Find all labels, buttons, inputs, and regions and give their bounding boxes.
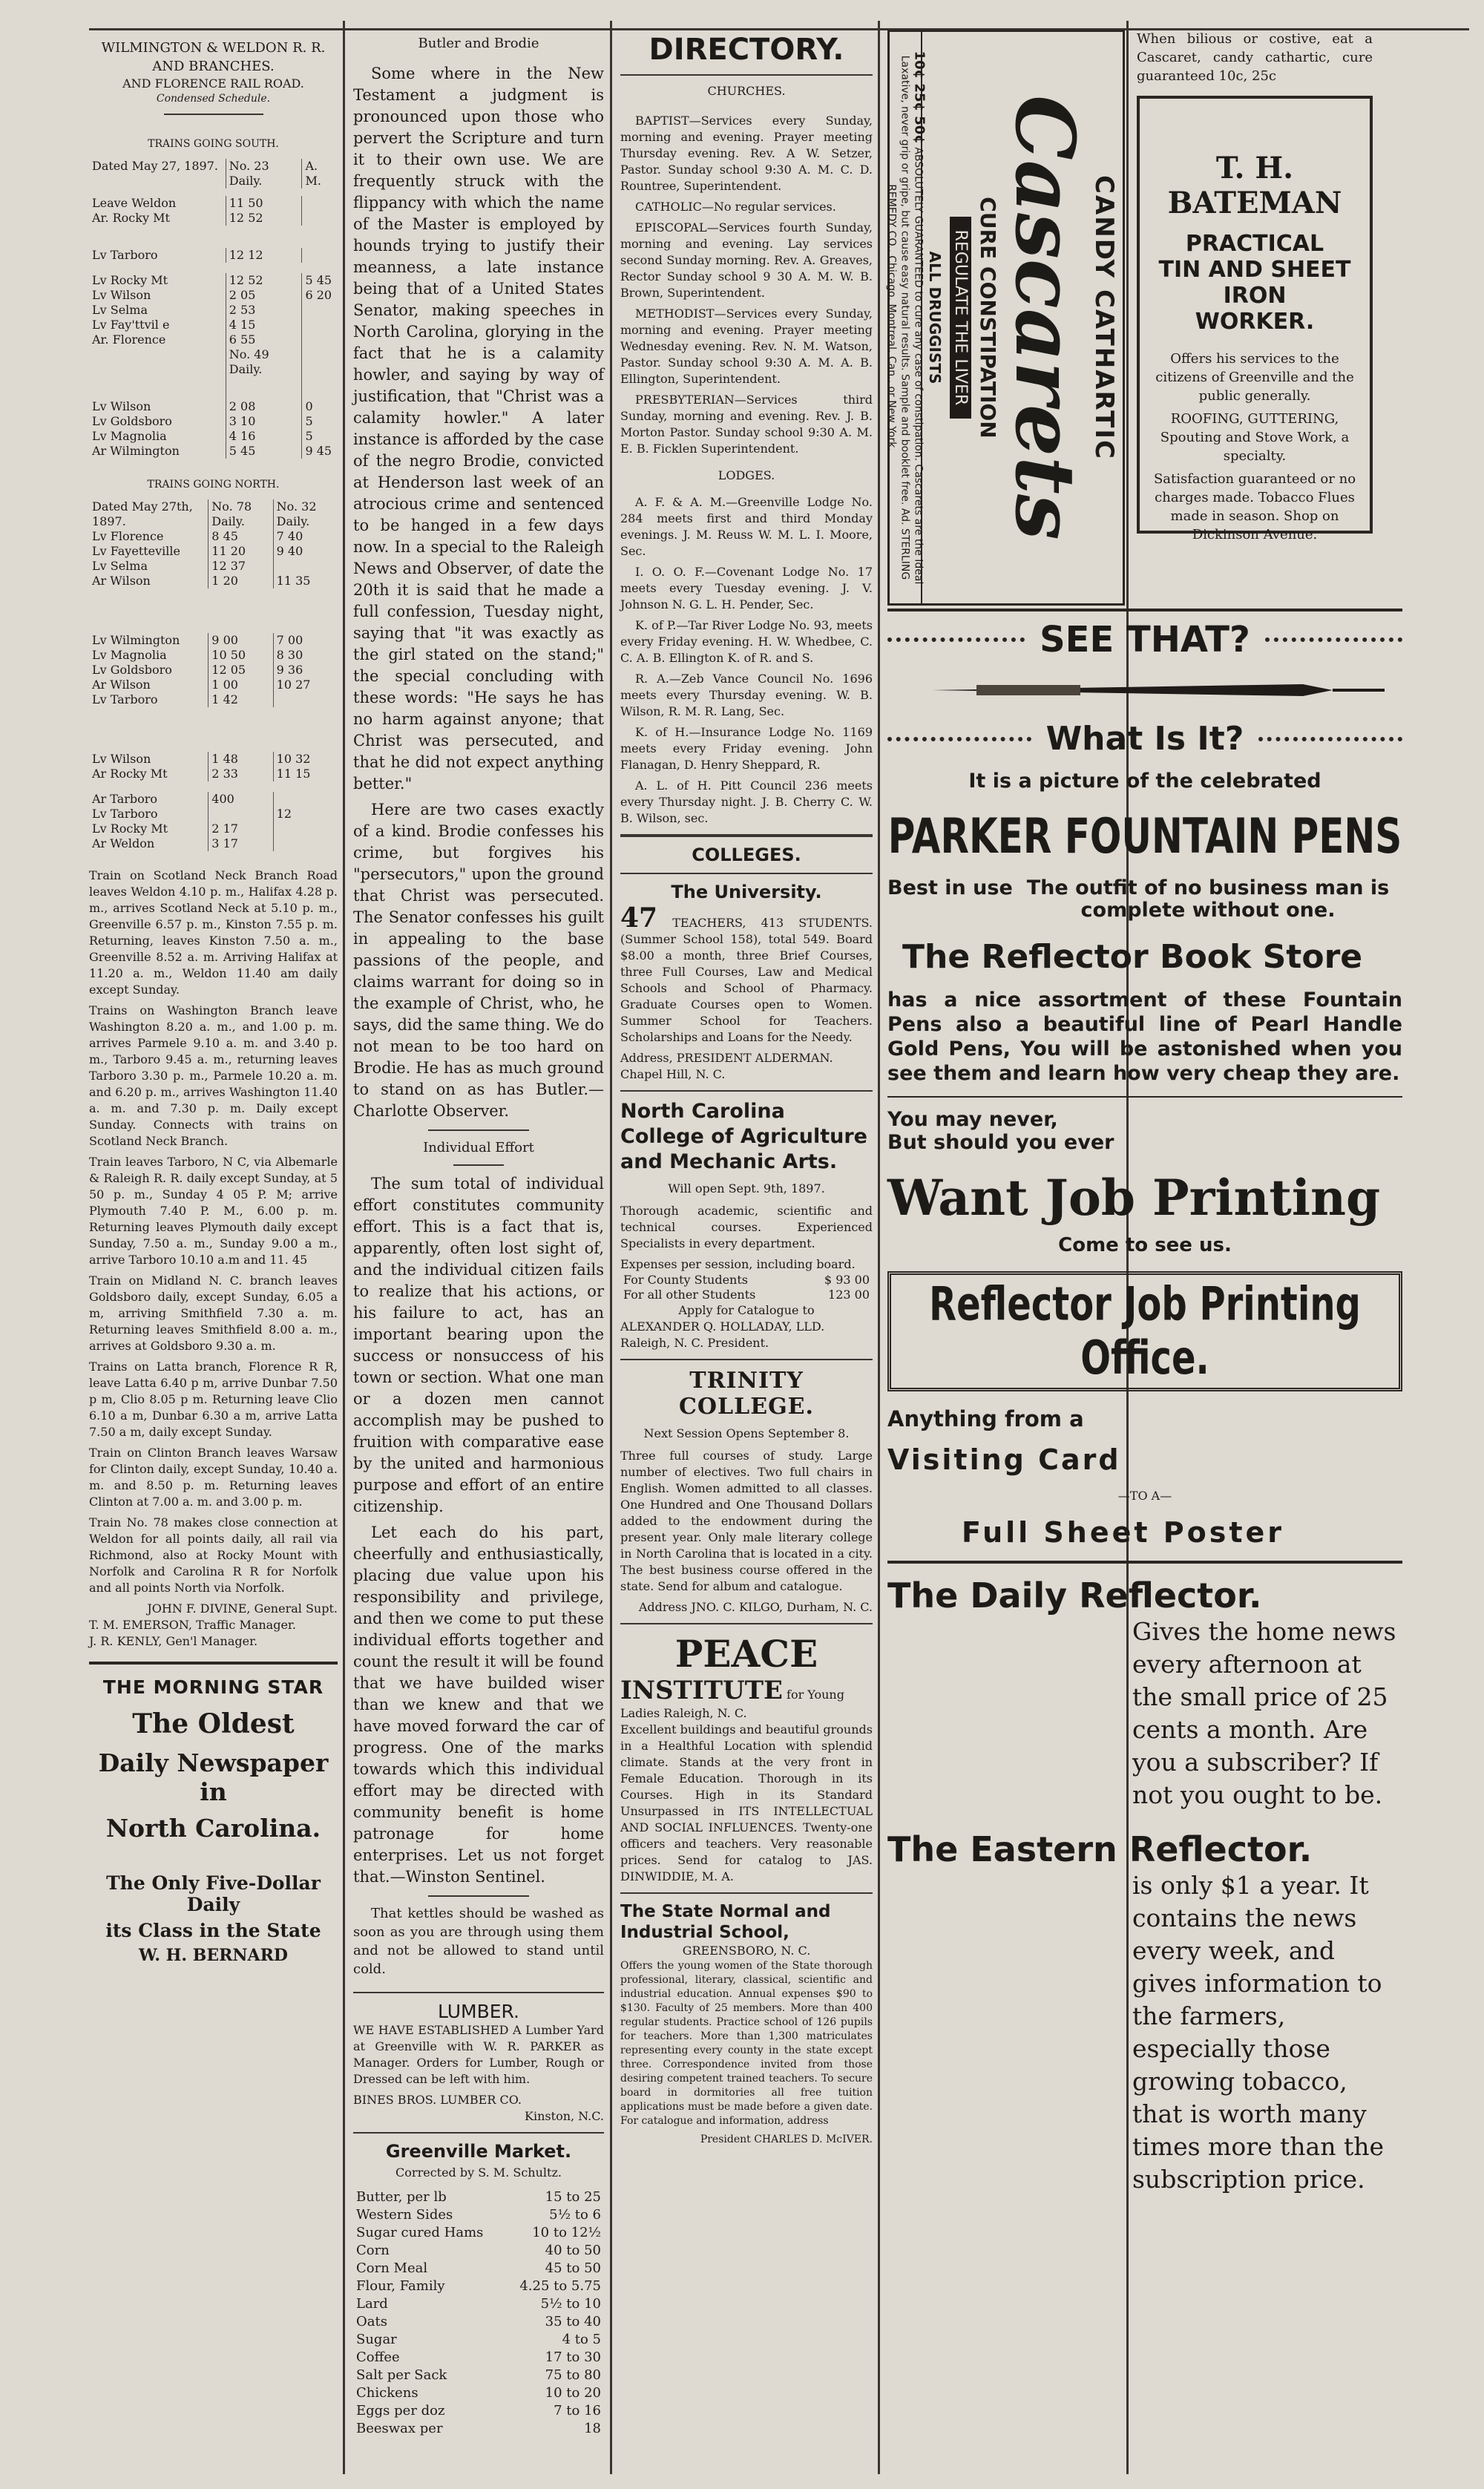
normal-school-signature: President CHARLES D. McIVER. xyxy=(700,2134,873,2145)
table-row: Ar. Rocky Mt 12 52 xyxy=(89,211,338,226)
table-row: Lv Wilmington 9 00 7 00 xyxy=(89,633,338,648)
market-price: 5½ to 6 xyxy=(549,2207,601,2223)
bateman-text: ROOFING, GUTTERING, Spouting and Stove Work, a specialty. xyxy=(1160,411,1350,464)
table-row: Lv Tarboro 12 xyxy=(89,807,338,822)
normal-school-heading: The State Normal and Industrial School, xyxy=(620,1902,831,1942)
market-item: Chickens xyxy=(356,2385,418,2401)
bateman-ad xyxy=(1137,96,1373,542)
trinity-signature: Address JNO. C. KILGO, Durham, N. C. xyxy=(638,1600,873,1614)
section-heading: TRAINS GOING NORTH. xyxy=(147,479,280,491)
daily-reflector-title: The Daily Reflector. xyxy=(887,1575,1262,1616)
morning-star-title: THE MORNING STAR xyxy=(102,1676,324,1698)
peace-heading: PEACE xyxy=(674,1632,818,1676)
table-row xyxy=(353,2402,604,2420)
table-row: Lv Rocky Mt 12 52 5 45 xyxy=(89,273,338,288)
market-item: Eggs per doz xyxy=(356,2403,445,2419)
ornament-bar xyxy=(887,737,1031,741)
table-row: Lv Wilson 2 08 0 xyxy=(89,399,338,414)
eastern-reflector-title: The Eastern Reflector. xyxy=(887,1829,1313,1869)
column-rule xyxy=(878,21,880,2474)
market-price: 10 to 20 xyxy=(545,2385,601,2401)
train-note: Trains on Latta branch, Florence R R, leave Latta 6.40 p m, arrive Dunbar 7.50 p m, Clio 8.05 p m. Returning leave Clio 6.10 a m, Dunbar 6.30 a m, arrive Latta 7.50 a m, daily except Sunday. xyxy=(89,1360,338,1439)
bateman-text: Satisfaction guaranteed or no charges made. Tobacco Flues made in season. Shop on Dickinson Avenue. xyxy=(1153,471,1356,542)
table-row xyxy=(353,2206,604,2224)
divider xyxy=(428,1129,528,1131)
table-row xyxy=(353,2242,604,2260)
market-item: Coffee xyxy=(356,2349,400,2365)
lodges-list xyxy=(620,494,873,827)
column-rule xyxy=(343,21,345,2474)
ornament-bar xyxy=(887,637,1025,642)
cascarets-price: 10¢ 25¢ 50¢ xyxy=(911,50,928,144)
university-text: TEACHERS, 413 STUDENTS. (Summer School 158), total 549. Board $8.00 a month, three Brief Courses, three Full Courses, Law and Medical Schools and School of Pharmacy. Graduate Courses open to Women. Summer School for Teachers. Scholarships and Loans for the Needy. xyxy=(620,916,873,1044)
colleges-heading: COLLEGES. xyxy=(692,845,801,865)
morning-star-line: The Oldest xyxy=(132,1708,295,1739)
timetable-dated: Dated May 27th, 1897. xyxy=(92,499,193,528)
table-row xyxy=(353,2260,604,2278)
lodge-entry: A. L. of H. Pitt Council 236 meets every Thursday night. J. B. Cherry C. W. B. Wilson, sec. xyxy=(620,778,873,825)
church-entry: PRESBYTERIAN—Services third Sunday, morning and evening. Rev. J. B. Morton Pastor. Sunday school 9:30 A. M. E. B. Ficklen Superintendent. xyxy=(620,393,873,456)
article-paragraph: Some where in the New Testament a judgment is pronounced upon those who pervert the Scripture and turn it to their own use. We are frequently struck with the flippancy with which the name of the Master is employed by hounds trying to justify their meanness, a late instance being that of a United States Senator, making speeches in North Carolina, glorying in the fact that he is a calamity howler, and saying by way of justification, that "Christ was a calamity howler." A later instance is afforded by the case of the negro Brodie, convicted at Henderson last week of an atrocious crime and sentenced to be hanged in a few days now. In a special to the Raleigh News and Observer, of date the 20th it is said that he made a full confession, Tuesday night, saying that "it was exactly as the girl stated on the stand;" the special concluding with these words: "He says he has no harm against anyone; that Christ was persecuted, and that he did not expect anything better." xyxy=(353,65,604,793)
train-note: Train on Scotland Neck Branch Road leaves Weldon 4.10 p. m., Halifax 4.28 p. m., arrives Scotland Neck at 5.10 p. m., Greenville 6.57 p. m., Kinston 7.55 p. m. Returning, leaves Kinston 7.50 a. m., Greenville 8.52 a. m. Arriving Halifax at 11.20 a. m., Weldon 11.40 am daily except Sunday. xyxy=(89,868,338,997)
section-heading: TRAINS GOING SOUTH. xyxy=(148,138,279,150)
cascarets-tagline: CURE CONSTIPATION xyxy=(976,197,1000,439)
timetable-column-head: No. 49 Daily. xyxy=(226,347,302,399)
lodge-entry: I. O. O. F.—Covenant Lodge No. 17 meets every Tuesday evening. J. V. Johnson N. G. L. H. Pender, Sec. xyxy=(620,565,873,611)
morning-star-line: The Only Five-Dollar Daily xyxy=(106,1872,321,1915)
morning-star-line: its Class in the State xyxy=(105,1920,321,1941)
section-heading: LODGES. xyxy=(718,468,775,482)
ag-college-text: Thorough academic, scientific and technical courses. Experienced Specialists in every department. xyxy=(620,1204,873,1250)
train-note: Train on Clinton Branch leaves Warsaw for Clinton daily, except Sunday, 10.40 a. m. and 8.50 p. m. Returning leaves Clinton at 7.00 a. m. and 3.00 p. m. xyxy=(89,1446,338,1509)
lodge-entry: R. A.—Zeb Vance Council No. 1696 meets every Thursday evening. W. B. Wilson, R. M. R. Lang, Sec. xyxy=(620,672,873,718)
lumber-title: LUMBER. xyxy=(438,2001,519,2022)
table-row: Lv Fay'ttvil e 4 15 xyxy=(89,318,338,332)
visiting-card: Visiting Card xyxy=(887,1443,1121,1476)
timetable-column-head: A. M. xyxy=(302,159,338,188)
timetable-north xyxy=(89,499,338,851)
ag-college-signature: ALEXANDER Q. HOLLADAY, LLD. Raleigh, N. C. President. xyxy=(620,1319,825,1350)
table-row: Lv Wilson 2 05 6 20 xyxy=(89,288,338,303)
railroad-subtitle: Condensed Schedule. xyxy=(156,93,271,105)
lumber-text: WE HAVE ESTABLISHED A Lumber Yard at Greenville with W. R. PARKER as Manager. Orders for Lumber, Rough or Dressed can be left with him. xyxy=(353,2023,604,2086)
ag-college-heading: North Carolina College of Agriculture and Mechanic Arts. xyxy=(620,1100,867,1173)
market-item: Corn xyxy=(356,2243,390,2258)
article-paragraph: Let each do his part, cheerfully and enthusiastically, placing due value upon his responsibility and privilege, and then we come to put these individual efforts together and count the result it will be found that we have builded wiser than we knew and that we have moved forward the car of progress. One of the marks towards which this individual effort may be directed with community benefit is home patronage for home enterprises. Let us not forget that.—Winston Sentinel. xyxy=(353,1524,604,1886)
church-entry: METHODIST—Services every Sunday, morning and evening. Prayer meeting Wednesday evening. Rev. N. M. Watson, Pastor. Sunday school 9:30 A. M. A. B. Ellington, Superintendent. xyxy=(620,306,873,386)
bateman-line: WORKER. xyxy=(1195,309,1315,335)
market-item: Sugar xyxy=(356,2332,397,2347)
lodge-entry: A. F. & A. M.—Greenville Lodge No. 284 meets first and third Monday evenings. J. M. Reuss W. M. L. I. Moore, Sec. xyxy=(620,495,873,558)
trinity-text: Three full courses of study. Large number of electives. Two full chairs in English. Women admitted to all classes. One Hundred and One Thousand Dollars added to the endowment during the present year. Only male literary college in North Carolina that is located in a city. The best business course offered in the state. Send for album and catalogue. xyxy=(620,1449,873,1593)
table-row: Lv Magnolia 4 16 5 xyxy=(89,429,338,444)
market-price: 75 to 80 xyxy=(545,2367,601,2383)
divider xyxy=(620,1892,873,1894)
market-item: Butter, per lb xyxy=(356,2189,447,2205)
table-row: Lv Selma 2 53 xyxy=(89,303,338,318)
market-title: Greenville Market. xyxy=(385,2141,572,2162)
market-price: 10 to 12½ xyxy=(532,2225,601,2240)
market-item: Salt per Sack xyxy=(356,2367,447,2383)
divider xyxy=(353,2132,604,2134)
divider xyxy=(620,834,873,837)
railroad-title: AND FLORENCE RAIL ROAD. xyxy=(122,76,304,91)
peace-subheading: INSTITUTE xyxy=(620,1676,783,1705)
table-row: Lv Goldsboro 3 10 5 xyxy=(89,414,338,429)
railroad-column xyxy=(89,0,338,2489)
table-row xyxy=(353,2367,604,2384)
signature: T. M. EMERSON, Traffic Manager. xyxy=(89,1618,296,1632)
ag-college-open: Will open Sept. 9th, 1897. xyxy=(668,1181,825,1196)
table-row: Lv Florence 8 45 7 40 xyxy=(89,529,338,544)
market-price: 4.25 to 5.75 xyxy=(519,2278,601,2294)
railroad-title: AND BRANCHES. xyxy=(152,59,275,74)
divider xyxy=(428,1895,528,1897)
table-row: Ar. Florence 6 55 xyxy=(89,332,338,347)
table-row: Lv Tarboro 12 12 xyxy=(89,248,338,263)
table-row: Ar Rocky Mt 2 33 11 15 xyxy=(89,767,338,781)
peace-text: Excellent buildings and beautiful grounds in a Healthful Location with splendid climate. Stands at the very front in Female Education. Thorough in its Courses. High in its Standard Unsurpassed in ITS INTELLECTUAL AND SOCIAL INFLUENCES. Twenty-one officers and teachers. Very reasonable prices. Send for catalog to JAS. DINWIDDIE, M. A. xyxy=(620,1722,873,1883)
market-item: Western Sides xyxy=(356,2207,453,2223)
what-is-it-heading: What Is It? xyxy=(1045,720,1244,758)
article-title: Individual Effort xyxy=(423,1140,534,1155)
university-figure: 47 xyxy=(620,902,658,934)
but-line: But should you ever xyxy=(887,1131,1114,1154)
market-table xyxy=(353,2188,604,2438)
job-office-title: Reflector Job Printing Office. xyxy=(929,1277,1361,1385)
normal-school-text: Offers the young women of the State thorough professional, literary, classical, scientific and industrial education. Annual expenses $90 to $130. Faculty of 25 members. More than 400 regular students. Practice school of 126 pupils for teachers. More than 1,300 matriculates representing every county in the state except three. Correspondence invited from those desiring competent trained teachers. To secure board in dormitories all free tuition applications must be made before a given date. For catalogue and information, address xyxy=(620,1960,873,2127)
bateman-text: Offers his services to the citizens of Greenville and the public generally. xyxy=(1155,351,1354,404)
train-note: Train leaves Tarboro, N C, via Albemarle & Raleigh R. R. daily except Sunday, at 5 50 p. m., Sunday 4 05 P. M; arrive Plymouth 7.40 P. M., 6.00 p. m. Returning leaves Plymouth daily except Sunday, 7.50 a. m., Sunday 9.00 a m., arrive Tarboro 10.10 a.m and 11. 45 xyxy=(89,1155,338,1267)
market-item: Oats xyxy=(356,2314,387,2329)
article-paragraph: Here are two cases exactly of a kind. Brodie confesses his crime, but forgives his "persecutors," upon the ground that Christ was persecuted. The Senator confesses his guilt in appealing to the base passions of the people, and claims warrant for doing so in the example of Christ, who, he says, did the same thing. We do not mean to be too hard on Brodie. He has as much ground to stand on as has Butler.—Charlotte Observer. xyxy=(353,801,604,1120)
table-row xyxy=(353,2224,604,2242)
train-note: Trains on Washington Branch leave Washington 8.20 a. m., and 1.00 p. m. arrives Parmele 9.10 a. m. and 3.40 p. m., Tarboro 9.45 a. m., returning leaves Tarboro 3.30 p. m., Parmele 10.20 a. m. and 6.20 p. m., arrives Washington 11.40 a. m. and 7.30 p. m. Daily except Sunday. Connects with trains on Scotland Neck Branch. xyxy=(89,1003,338,1148)
bateman-name: T. H. BATEMAN xyxy=(1167,151,1342,220)
table-row xyxy=(353,2331,604,2349)
lumber-place: Kinston, N.C. xyxy=(525,2109,604,2123)
divider xyxy=(620,74,873,76)
table-row xyxy=(353,2188,604,2206)
cascarets-ad xyxy=(887,30,1125,606)
lodge-entry: K. of H.—Insurance Lodge No. 1169 meets every Friday evening. John Flanagan, D. Henry Sheppard, R. xyxy=(620,725,873,772)
reflector-ad xyxy=(887,609,1402,2200)
fountain-pen-icon xyxy=(887,668,1402,712)
cascarets-tagline: CANDY CATHARTIC xyxy=(1089,175,1119,460)
table-row xyxy=(353,2278,604,2295)
table-row xyxy=(353,2313,604,2331)
article-paragraph: That kettles should be washed as soon as you are through using them and not be allowed to stand until cold. xyxy=(353,1906,604,1977)
divider xyxy=(453,1164,504,1166)
cascarets-druggists: ALL DRUGGISTS xyxy=(926,251,944,384)
divider xyxy=(164,114,263,115)
to-a-line: —TO A— xyxy=(1117,1489,1172,1503)
book-store-heading: The Reflector Book Store xyxy=(902,938,1363,976)
table-row: Ar Wilson 1 00 10 27 xyxy=(89,678,338,692)
see-that-heading: SEE THAT? xyxy=(1040,619,1250,660)
trinity-next: Next Session Opens September 8. xyxy=(643,1426,850,1440)
market-price: 5½ to 10 xyxy=(540,2296,601,2312)
divider xyxy=(887,1561,1402,1564)
table-row xyxy=(353,2384,604,2402)
divider xyxy=(89,1662,338,1665)
market-price: 18 xyxy=(584,2421,601,2436)
table-row: For all other Students 123 00 xyxy=(623,1288,870,1302)
cascarets-tagline: REGULATE THE LIVER xyxy=(950,217,971,419)
table-row xyxy=(353,2295,604,2313)
divider xyxy=(620,1090,873,1092)
table-row: Ar Tarboro 400 xyxy=(89,792,338,807)
outfit-line: The outfit of no business man is complete without one. xyxy=(1026,876,1390,922)
bateman-line: PRACTICAL xyxy=(1185,231,1324,257)
directory-column xyxy=(620,0,873,2489)
never-line: You may never, xyxy=(887,1108,1058,1131)
lumber-signature: BINES BROS. LUMBER CO. xyxy=(353,2093,522,2107)
section-heading: CHURCHES. xyxy=(707,84,786,98)
timetable-column-head: No. 78 Daily. xyxy=(209,499,273,529)
market-item: Flour, Family xyxy=(356,2278,445,2294)
table-row: For County Students $ 93 00 xyxy=(623,1273,870,1287)
divider xyxy=(620,1359,873,1360)
divider xyxy=(353,1992,604,1993)
market-price: 35 to 40 xyxy=(545,2314,601,2329)
market-price: 17 to 30 xyxy=(545,2349,601,2365)
table-row: Lv Goldsboro 12 05 9 36 xyxy=(89,663,338,678)
table-row: Lv Fayetteville 11 20 9 40 xyxy=(89,544,338,559)
market-item: Sugar cured Hams xyxy=(356,2225,484,2240)
table-row xyxy=(353,2420,604,2438)
want-job-printing: Want Job Printing xyxy=(887,1169,1381,1227)
market-price: 45 to 50 xyxy=(545,2260,601,2276)
morning-star-line: North Carolina. xyxy=(105,1814,321,1843)
divider xyxy=(620,873,873,874)
ag-college-fees xyxy=(620,1273,873,1302)
table-row: Lv Magnolia 10 50 8 30 xyxy=(89,648,338,663)
cascarets-price-strip xyxy=(885,32,928,603)
column-rule xyxy=(610,21,612,2474)
normal-school-place: GREENSBORO, N. C. xyxy=(682,1944,811,1958)
train-note: Train No. 78 makes close connection at Weldon for all points daily, all rail via Richmond, also at Rocky Mount with Norfolk and Carolina R R for Norfolk and all points North via Norfolk. xyxy=(89,1515,338,1595)
morning-star-line: W. H. BERNARD xyxy=(139,1946,288,1965)
cascarets-guarantee: ABSOLUTELY GUARANTEED to cure any case of constipation. Cascarets are the Ideal Laxative, never grip or gripe, but cause easy natural results. Sample and booklet free. Ad. STERLING REMEDY CO., Chicago, Montreal, Can., or New York. xyxy=(885,55,925,585)
parker-heading: PARKER FOUNTAIN PENS xyxy=(887,808,1402,865)
article-paragraph: The sum total of individual effort constitutes community effort. This is a fact that is, apparently, often lost sight of, and the individual citizen fails to realize that his actions, or his failure to act, has an important bearing upon the success or nonsuccess of his town or section. What one man or a dozen men cannot accomplish may be pushed to fruition with comparative ease by the united and harmonious purpose and effort of an entire citizenship. xyxy=(353,1175,604,1515)
peace-for: for Young Ladies Raleigh, N. C. xyxy=(620,1688,844,1720)
directory-title: DIRECTORY. xyxy=(649,33,844,67)
church-entry: BAPTIST—Services every Sunday, morning and evening. Prayer meeting Thursday evening. Rev. A W. Setzer, Pastor. Sunday school 9:30 A. M. C. D. Rountree, Superintendent. xyxy=(620,114,873,193)
railroad-title: WILMINGTON & WELDON R. R. xyxy=(101,40,326,56)
lodge-entry: K. of P.—Tar River Lodge No. 93, meets every Friday evening. H. W. Whedbee, C. C. A. B. Ellington K. of R. and S. xyxy=(620,618,873,665)
market-item: Corn Meal xyxy=(356,2260,428,2276)
come-to-see-us: Come to see us. xyxy=(1058,1234,1232,1256)
churches-list xyxy=(620,113,873,457)
market-byline: Corrected by S. M. Schultz. xyxy=(395,2165,562,2180)
morning-star-line: Daily Newspaper in xyxy=(98,1748,329,1806)
table-row xyxy=(353,2349,604,2367)
church-entry: CATHOLIC—No regular services. xyxy=(635,200,836,214)
cascarets-art xyxy=(922,32,1123,603)
train-note: Train on Midland N. C. branch leaves Goldsboro daily, except Sunday, 6.05 a m, arriving Smithfield 7.30 a. m. Returning leaves Smithfield 8.00 a. m., arrives at Goldsboro 9.30 a. m. xyxy=(89,1273,338,1353)
timetable-dated: Dated May 27, 1897. xyxy=(92,159,218,173)
timetable-column-head: No. 32 Daily. xyxy=(273,499,338,529)
anything-line: Anything from a xyxy=(887,1406,1084,1432)
table-row: Lv Tarboro 1 42 xyxy=(89,692,338,707)
eastern-reflector-text: is only $1 a year. It contains the news every week, and gives information to the farmers, especially those growing tobacco, that is worth many times more than the subscription price. xyxy=(1132,1871,1384,2194)
divider xyxy=(887,609,1402,611)
table-row: Lv Rocky Mt 2 17 xyxy=(89,822,338,836)
article-title: Butler and Brodie xyxy=(418,36,539,51)
signature: J. R. KENLY, Gen'l Manager. xyxy=(89,1634,258,1648)
table-row: Ar Weldon 3 17 xyxy=(89,836,338,851)
university-address: Address, PRESIDENT ALDERMAN. Chapel Hill, N. C. xyxy=(620,1051,833,1081)
daily-reflector-text: Gives the home news every afternoon at the small price of 25 cents a month. Are you a subscriber? If not you ought to be. xyxy=(1132,1617,1396,1809)
timetable-column-head: No. 23 Daily. xyxy=(226,159,302,188)
market-price: 15 to 25 xyxy=(545,2189,601,2205)
signature: JOHN F. DIVINE, General Supt. xyxy=(147,1601,338,1616)
ornament-bar xyxy=(1265,637,1402,642)
bateman-line: TIN AND SHEET IRON xyxy=(1158,257,1351,309)
divider xyxy=(620,1623,873,1624)
market-price: 4 to 5 xyxy=(562,2332,601,2347)
best-in-use: Best in use xyxy=(887,876,1013,899)
table-row: Lv Wilson 1 48 10 32 xyxy=(89,752,338,767)
church-entry: EPISCOPAL—Services fourth Sunday, morning and evening. Lay services second Sunday morning. Rev. A. Greaves, Rector Sunday school 9 30 A. M. W. B. Brown, Superintendent. xyxy=(620,220,873,300)
trinity-heading: TRINITY COLLEGE. xyxy=(679,1368,814,1420)
table-row: Lv Selma 12 37 xyxy=(89,559,338,574)
market-price: 7 to 16 xyxy=(554,2403,601,2419)
table-row: Ar Wilmington 5 45 9 45 xyxy=(89,444,338,459)
book-store-text: has a nice assortment of these Fountain Pens also a beautiful line of Pearl Handle Gold Pens, You will be astonished when you see them and learn how very cheap they are. xyxy=(887,988,1402,1085)
ag-college-apply: Apply for Catalogue to xyxy=(678,1303,815,1317)
picture-line: It is a picture of the celebrated xyxy=(968,770,1322,793)
cascarets-logo: Cascarets xyxy=(997,95,1093,540)
table-row: Ar Wilson 1 20 11 35 xyxy=(89,574,338,588)
bilious-notice: When bilious or costive, eat a Cascaret, candy cathartic, cure guaranteed 10c, 25c xyxy=(1137,31,1373,84)
job-office-box xyxy=(887,1271,1402,1391)
timetable-south xyxy=(89,159,338,459)
editorial-column xyxy=(353,0,604,2489)
market-price: 40 to 50 xyxy=(545,2243,601,2258)
university-heading: The University. xyxy=(671,882,822,902)
divider xyxy=(887,1096,1402,1098)
ornament-bar xyxy=(1258,737,1402,741)
ag-college-expenses: Expenses per session, including board. xyxy=(620,1257,856,1271)
market-item: Beeswax per xyxy=(356,2421,443,2436)
table-row: Leave Weldon 11 50 xyxy=(89,196,338,211)
full-sheet-poster: Full Sheet Poster xyxy=(962,1516,1285,1549)
market-item: Lard xyxy=(356,2296,388,2312)
